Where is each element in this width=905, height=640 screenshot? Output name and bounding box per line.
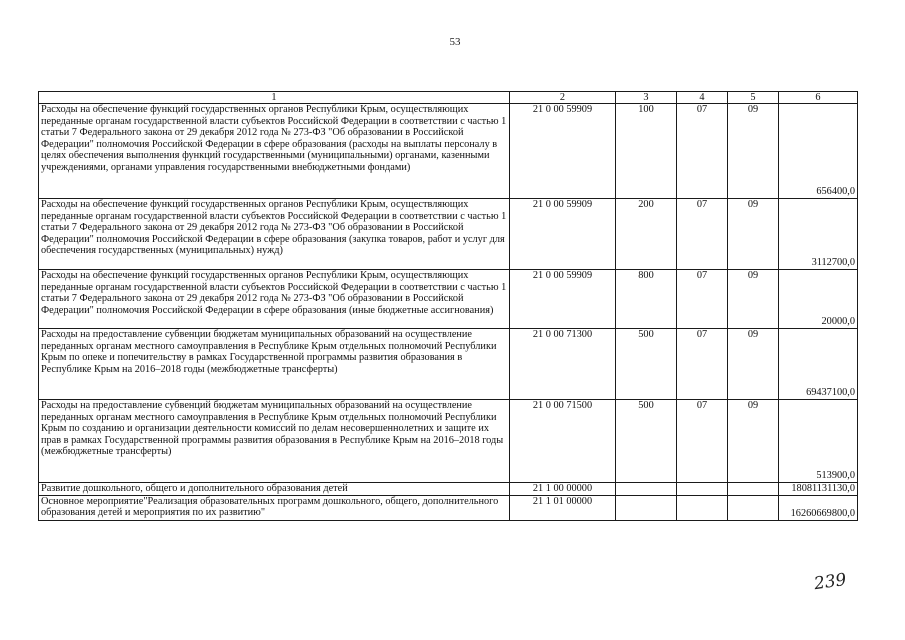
- row-expense-type: 500: [616, 400, 677, 483]
- row-code: 21 0 00 71500: [510, 400, 616, 483]
- row-expense-type: 500: [616, 329, 677, 400]
- row-subsection: [728, 495, 779, 520]
- row-amount: 69437100,0: [779, 329, 858, 400]
- column-header: 2: [510, 92, 616, 104]
- row-expense-type: 100: [616, 104, 677, 199]
- row-code: 21 0 00 59909: [510, 104, 616, 199]
- page-number: 53: [449, 36, 461, 48]
- budget-table: [38, 91, 858, 521]
- row-amount: 18081131130,0: [779, 483, 858, 496]
- row-amount: 3112700,0: [779, 199, 858, 270]
- row-description: Основное мероприятие"Реализация образовательных программ дошкольного, общего, дополнительного образования детей и мероприятия по их развитию": [39, 495, 510, 520]
- row-subsection: 09: [728, 270, 779, 329]
- column-header: 5: [728, 92, 779, 104]
- column-header: 3: [616, 92, 677, 104]
- row-subsection: 09: [728, 329, 779, 400]
- row-section: 07: [677, 104, 728, 199]
- row-description: Расходы на предоставление субвенции бюджетам муниципальных образований на осуществление переданных органам местного самоуправления в Республике Крым отдельных полномочий Республики Крым по опеке и попечительству в рамках Государственной программы развития образования в Республике Крым на 2016–2018 годы (межбюджетные трансферты): [39, 329, 510, 400]
- row-amount: 513900,0: [779, 400, 858, 483]
- table-row: [39, 104, 858, 199]
- row-description: Расходы на обеспечение функций государственных органов Республики Крым, осуществляющих переданные органам государственной власти субъектов Российской Федерации в соответствии с частью 1 статьи 7 Федерального закона от 29 декабря 2012 года № 273-ФЗ "Об образовании в Российской Федерации" полномочия Российской Федерации в сфере образования (закупка товаров, работ и услуг для обеспечения государственных (муниципальных) нужд): [39, 199, 510, 270]
- row-section: [677, 483, 728, 496]
- row-code: 21 0 00 71300: [510, 329, 616, 400]
- row-code: 21 1 00 00000: [510, 483, 616, 496]
- row-code: 21 0 00 59909: [510, 199, 616, 270]
- row-section: 07: [677, 400, 728, 483]
- row-amount: 20000,0: [779, 270, 858, 329]
- table-row: [39, 329, 858, 400]
- row-code: 21 1 01 00000: [510, 495, 616, 520]
- row-description: Развитие дошкольного, общего и дополнительного образования детей: [39, 483, 510, 496]
- row-section: [677, 495, 728, 520]
- column-header: 1: [39, 92, 510, 104]
- row-description: Расходы на обеспечение функций государственных органов Республики Крым, осуществляющих переданные органам государственной власти субъектов Российской Федерации в соответствии с частью 1 статьи 7 Федерального закона от 29 декабря 2012 года № 273-ФЗ "Об образовании в Российской Федерации" полномочия Российской Федерации в сфере образования (иные бюджетные ассигнования): [39, 270, 510, 329]
- row-expense-type: 800: [616, 270, 677, 329]
- row-section: 07: [677, 199, 728, 270]
- table-row: [39, 483, 858, 496]
- row-subsection: 09: [728, 104, 779, 199]
- row-expense-type: [616, 483, 677, 496]
- row-subsection: 09: [728, 199, 779, 270]
- row-section: 07: [677, 270, 728, 329]
- column-header: 4: [677, 92, 728, 104]
- table-row: [39, 199, 858, 270]
- table-row: [39, 400, 858, 483]
- table-row: [39, 495, 858, 520]
- row-expense-type: [616, 495, 677, 520]
- row-amount: 656400,0: [779, 104, 858, 199]
- row-subsection: 09: [728, 400, 779, 483]
- row-code: 21 0 00 59909: [510, 270, 616, 329]
- table-header-row: [39, 92, 858, 104]
- row-section: 07: [677, 329, 728, 400]
- row-subsection: [728, 483, 779, 496]
- column-header: 6: [779, 92, 858, 104]
- row-amount: 16260669800,0: [779, 495, 858, 520]
- handwritten-sheet-number: 239: [812, 569, 848, 595]
- row-expense-type: 200: [616, 199, 677, 270]
- row-description: Расходы на обеспечение функций государственных органов Республики Крым, осуществляющих переданные органам государственной власти субъектов Российской Федерации в соответствии с частью 1 статьи 7 Федерального закона от 29 декабря 2012 года № 273-ФЗ "Об образовании в Российской Федерации" полномочия Российской Федерации в сфере образования (расходы на выплаты персоналу в целях обеспечения выполнения функций государственными (муниципальными) органами, казенными учреждениями, органами управления государственными внебюджетными фондами): [39, 104, 510, 199]
- table-row: [39, 270, 858, 329]
- row-description: Расходы на предоставление субвенций бюджетам муниципальных образований на осуществление переданных органам местного самоуправления в Республике Крым отдельных полномочий Республики Крым по созданию и организации деятельности комиссий по делам несовершеннолетних и защите их прав в рамках Государственной программы развития образования в Республике Крым на 2016–2018 годы (межбюджетные трансферты): [39, 400, 510, 483]
